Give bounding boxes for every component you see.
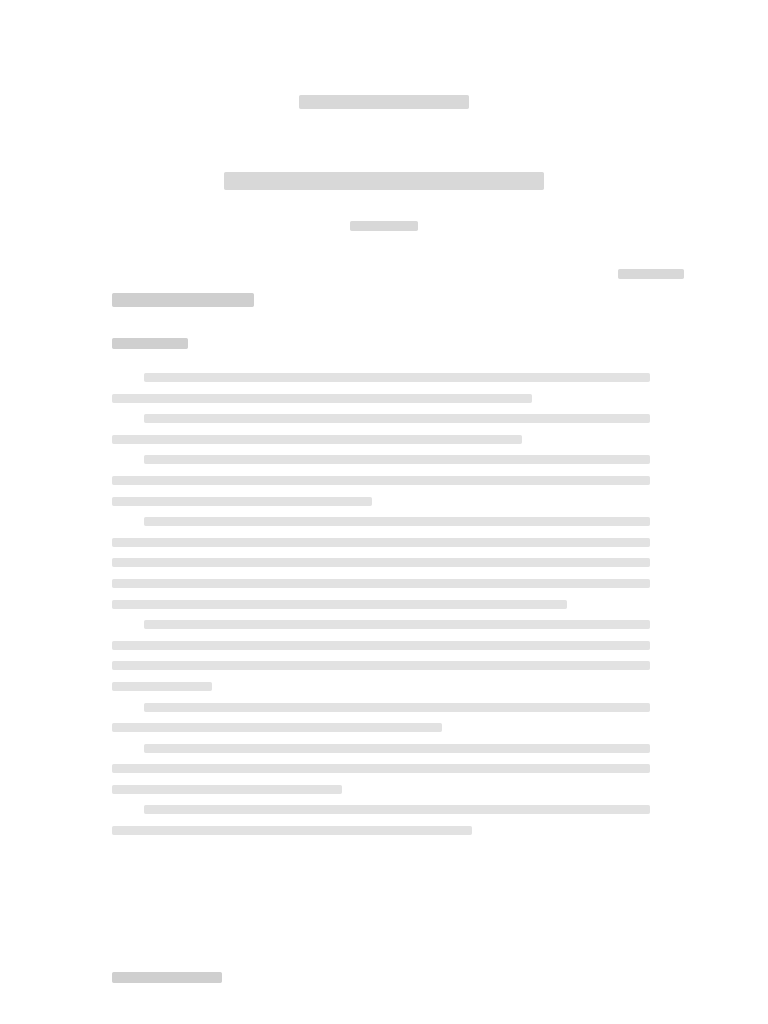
- chapter-title: [112, 292, 254, 311]
- chapter-label: [618, 268, 684, 282]
- chapter-label-placeholder: [618, 269, 684, 279]
- chapter-title-placeholder: [112, 293, 254, 307]
- text-line: [112, 676, 650, 697]
- paragraph: [112, 367, 650, 408]
- text-line: [112, 779, 650, 800]
- section-heading: [112, 971, 222, 986]
- paragraph: [112, 738, 650, 800]
- paragraph: [112, 614, 650, 696]
- paragraph: [112, 511, 650, 614]
- text-line: [112, 449, 650, 470]
- text-line: [112, 470, 650, 491]
- text-line: [112, 594, 650, 615]
- text-line: [112, 635, 650, 656]
- text-line: [112, 820, 650, 841]
- text-line: [112, 552, 650, 573]
- text-line: [112, 758, 650, 779]
- edition-placeholder: [350, 221, 418, 231]
- title-placeholder: [224, 172, 544, 190]
- section-heading-placeholder: [112, 972, 222, 983]
- text-line: [112, 388, 650, 409]
- paragraph: [112, 449, 650, 511]
- text-line: [112, 408, 650, 429]
- section-heading: [112, 337, 188, 352]
- text-line: [112, 799, 650, 820]
- text-line: [112, 697, 650, 718]
- author-placeholder: [299, 95, 469, 109]
- section-heading-placeholder: [112, 338, 188, 349]
- text-line: [112, 738, 650, 759]
- text-line: [112, 429, 650, 450]
- book-title: [0, 168, 768, 192]
- text-line: [112, 655, 650, 676]
- paragraph: [112, 799, 650, 840]
- paragraph: [112, 408, 650, 449]
- text-line: [112, 491, 650, 512]
- text-line: [112, 614, 650, 635]
- text-line: [112, 511, 650, 532]
- author-name: [0, 92, 768, 112]
- text-line: [112, 573, 650, 594]
- text-line: [112, 367, 650, 388]
- paragraph: [112, 697, 650, 738]
- edition-note: [0, 218, 768, 232]
- text-line: [112, 532, 650, 553]
- text-line: [112, 717, 650, 738]
- section-body: [112, 367, 650, 841]
